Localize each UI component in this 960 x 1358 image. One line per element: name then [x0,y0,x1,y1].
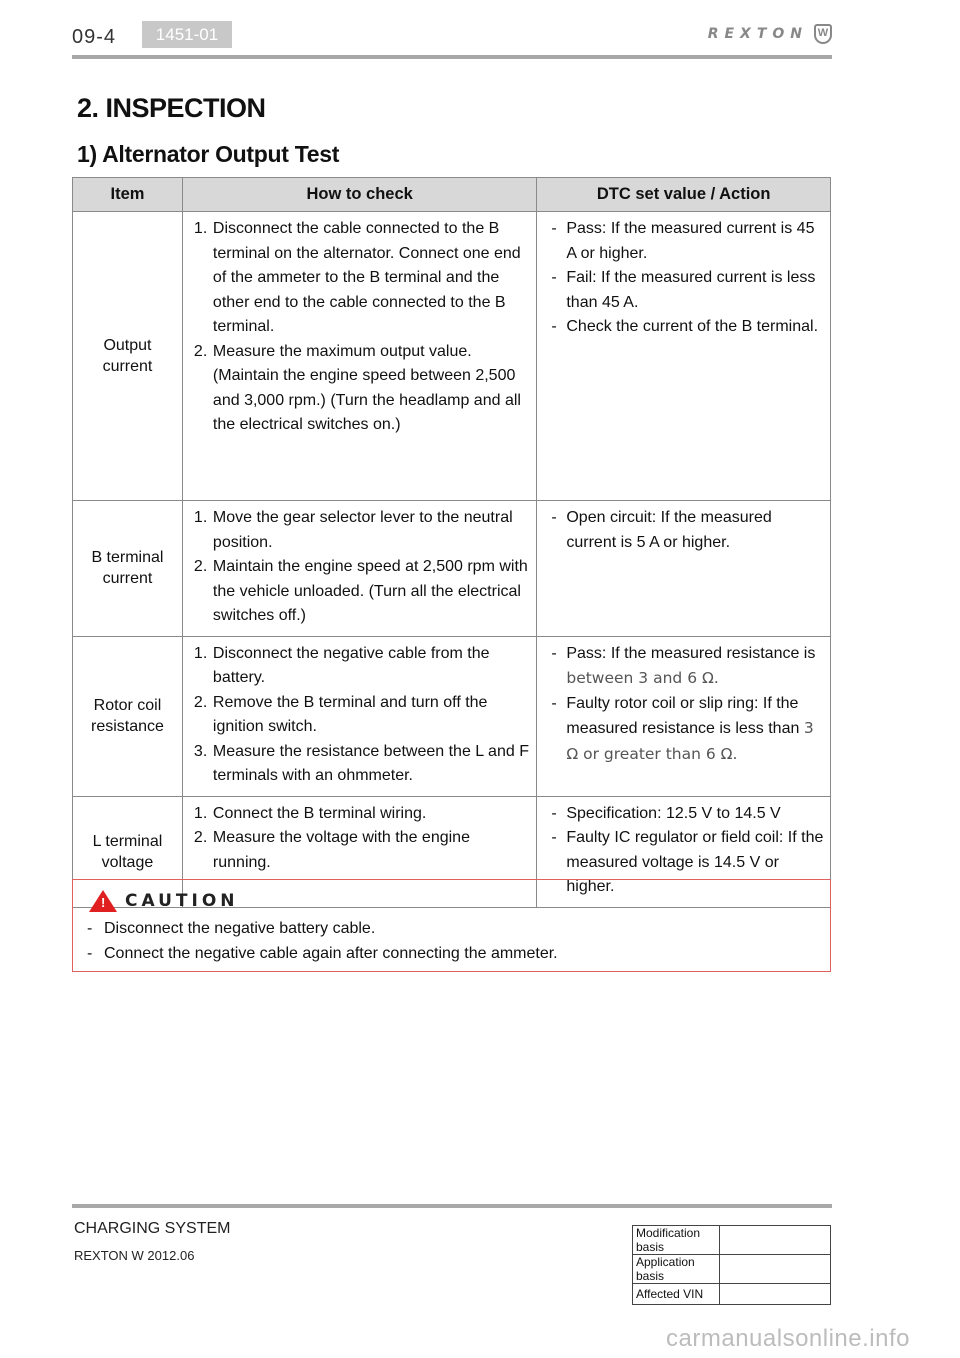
step-item: 2. Measure the maximum output value. (Maintain the engine speed between 2,500 and 3,000 rpm.) (Turn the headlamp and all the electrical switches on.) [193,342,521,433]
caution-title: CAUTION [125,891,239,911]
meta-value [720,1226,831,1255]
action-item: - Open circuit: If the measured current is 5 A or higher. [551,509,772,551]
step-item: 1. Disconnect the cable connected to the B terminal on the alternator. Connect one end of the ammeter to the B terminal and the other end to the cable connected to the B terminal. [193,220,521,335]
subsection-title: 1) Alternator Output Test [77,141,340,167]
table-row [633,1255,831,1284]
step-item: 2. Remove the B terminal and turn off the ignition switch. [193,693,488,735]
caution-item: - Disconnect the negative battery cable. [87,920,376,937]
action-item: - Pass: If the measured resistance is between 3 and 6 Ω. [551,644,816,687]
caution-list [87,916,816,966]
table-row [633,1226,831,1255]
step-item: 2. Maintain the engine speed at 2,500 rpm with the vehicle unloaded. (Turn all the electrical switches off.) [193,558,528,624]
brand-emblem-icon: W [814,24,832,44]
revision-table [632,1225,831,1305]
actions-cell [537,636,831,796]
step-item: 3. Measure the resistance between the L and F terminals with an ohmmeter. [193,742,529,784]
caution-header [89,890,816,912]
actions-cell [537,212,831,501]
steps-cell [182,212,536,501]
table-row [73,212,831,501]
steps-cell [182,501,536,637]
steps-cell [182,636,536,796]
item-cell: Rotor coil resistance [73,636,183,796]
caution-item: - Connect the negative cable again after connecting the ammeter. [87,945,558,962]
meta-label: Modification basis [633,1226,720,1255]
warning-triangle-icon: ! [89,890,117,912]
meta-label: Affected VIN [633,1284,720,1305]
table-row [633,1284,831,1305]
column-header-action: DTC set value / Action [537,178,831,212]
brand-logo [708,24,832,44]
column-header-how-to-check: How to check [182,178,536,212]
section-title: 2. INSPECTION [77,93,266,123]
action-item: - Pass: If the measured current is 45 A or higher. [551,220,815,262]
caution-box [72,879,831,972]
item-cell: B terminal current [73,501,183,637]
meta-value [720,1255,831,1284]
column-header-item: Item [73,178,183,212]
section-code-badge: 1451-01 [142,21,232,48]
footer-divider [72,1204,832,1208]
brand-wordmark: REXTON [707,26,808,42]
watermark: carmanualsonline.info [666,1325,910,1352]
item-cell: L terminal voltage [73,796,183,907]
action-item: - Check the current of the B terminal. [551,318,819,335]
meta-label: Application basis [633,1255,720,1284]
action-item: - Fail: If the measured current is less than 45 A. [551,269,816,311]
header-divider [72,55,832,59]
table-header-row [73,178,831,212]
step-item: 1. Move the gear selector lever to the neutral position. [193,509,513,551]
table-row [73,501,831,637]
item-cell: Output current [73,212,183,501]
page-number: 09-4 [72,26,117,48]
actions-cell [537,501,831,637]
action-item: - Faulty rotor coil or slip ring: If the measured resistance is less than 3 Ω or greater than 6 Ω. [551,694,814,763]
page-header [72,18,832,58]
footer-subtitle: REXTON W 2012.06 [74,1248,195,1263]
action-item: - Specification: 12.5 V to 14.5 V [551,804,781,822]
inspection-table [72,177,831,908]
meta-value [720,1284,831,1305]
table-row [73,636,831,796]
step-item: 1. Connect the B terminal wiring. [193,804,427,822]
step-item: 2. Measure the voltage with the engine running. [193,829,470,871]
action-item: - Faulty IC regulator or field coil: If the measured voltage is 14.5 V or higher. [551,829,824,895]
step-item: 1. Disconnect the negative cable from the battery. [193,644,490,686]
footer-title: CHARGING SYSTEM [74,1220,231,1237]
